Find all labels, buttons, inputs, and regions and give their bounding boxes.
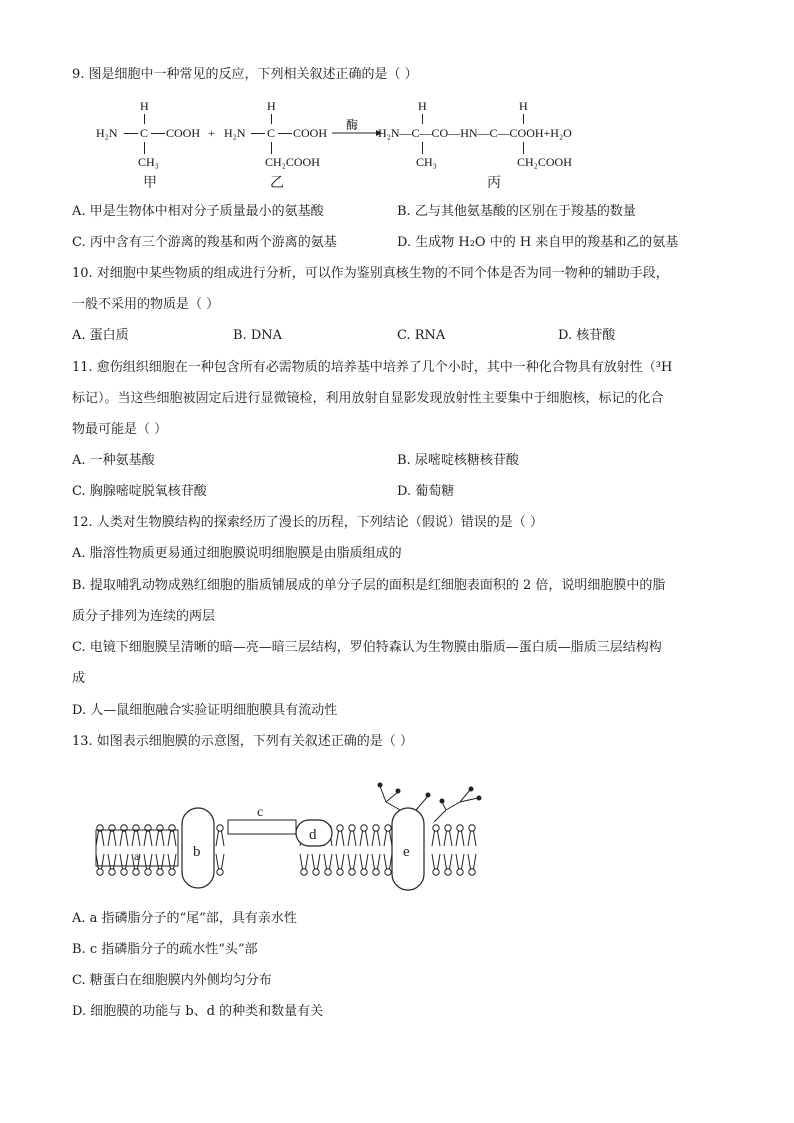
q9-mol2-bond-left: [251, 133, 265, 134]
q9-product-h1: H: [418, 99, 427, 113]
phospholipid-head: [337, 869, 343, 875]
phospholipid-head: [157, 869, 163, 875]
q9-mol2-bond-right: [278, 133, 292, 134]
q9-mol1-bond-top: [144, 114, 145, 124]
phospholipid-head: [349, 869, 355, 875]
phospholipid-head: [349, 825, 355, 831]
q9-option-c: C. 丙中含有三个游离的羧基和两个游离的氨基: [72, 235, 337, 250]
q9-mol1-bond-right: [151, 133, 165, 134]
q9-product-name: 丙: [487, 175, 501, 191]
q12-option-c-line2: 成: [72, 671, 86, 686]
phospholipid-head: [361, 825, 367, 831]
q9-mol1-c: C: [140, 126, 149, 140]
q11-option-c: C. 胸腺嘧啶脱氧核苷酸: [72, 484, 207, 499]
phospholipid-head: [109, 869, 115, 875]
phospholipid-head: [469, 825, 475, 831]
q12-option-b-line1: B. 提取哺乳动物成熟红细胞的脂质铺展成的单分子层的面积是红细胞表面积的 2 倍，说明细胞膜中的脂: [72, 578, 666, 593]
q9-product-formula: H₂N—C—CO—HN—C—COOH+H₂O: [378, 126, 572, 140]
phospholipid-head: [457, 825, 463, 831]
q10-option-a: A. 蛋白质: [72, 328, 129, 343]
q11-option-d: D. 葡萄糖: [397, 484, 455, 499]
q13-option-d: D. 细胞膜的功能与 b、d 的种类和数量有关: [72, 1004, 324, 1019]
q12-stem: 12. 人类对生物膜结构的探索经历了漫长的历程，下列结论（假说）错误的是（ ）: [72, 515, 543, 530]
q9-mol1-bond-bottom: [144, 142, 145, 154]
q11-option-b: B. 尿嘧啶核糖核苷酸: [397, 453, 519, 468]
q12-option-b-line2: 质分子排列为连续的两层: [72, 609, 216, 624]
q9-reaction-arrow: [332, 128, 382, 138]
phospholipid-head: [385, 825, 391, 831]
phospholipid-head: [97, 869, 103, 875]
q9-product-bond-bottom1: [422, 142, 423, 154]
phospholipid-head: [325, 869, 331, 875]
q10-option-b: B. DNA: [233, 328, 283, 343]
phospholipid-head: [373, 825, 379, 831]
q9-mol2-h: H: [267, 99, 276, 113]
label-e: e: [403, 844, 410, 860]
q9-mol2-left: H₂N: [224, 126, 246, 140]
q10-option-c: C. RNA: [397, 328, 446, 343]
label-d: d: [309, 827, 317, 843]
phospholipid-head: [313, 869, 319, 875]
q13-stem: 13. 如图表示细胞膜的示意图，下列有关叙述正确的是（ ）: [72, 734, 413, 749]
label-c: c: [257, 805, 264, 820]
q9-enzyme-label: 酶: [346, 118, 359, 132]
q13-option-c: C. 糖蛋白在细胞膜内外侧均匀分布: [72, 973, 272, 988]
q9-mol2-right: COOH: [293, 126, 328, 140]
region-c-box: [228, 820, 296, 834]
q13-option-b: B. c 指磷脂分子的疏水性“头”部: [72, 942, 258, 957]
q9-stem: 9. 图是细胞中一种常见的反应，下列相关叙述正确的是（ ）: [72, 67, 418, 82]
phospholipid-head: [133, 869, 139, 875]
phospholipid-head: [433, 869, 439, 875]
q9-option-b: B. 乙与其他氨基酸的区别在于羧基的数量: [397, 204, 636, 219]
q11-stem-line2: 标记）。当这些细胞被固定后进行显微镜检，利用放射自显影发现放射性主要集中于细胞核，标记的化合: [72, 391, 664, 406]
label-a: a: [134, 849, 140, 863]
phospholipid-head: [433, 825, 439, 831]
phospholipid-head: [469, 869, 475, 875]
q10-option-d: D. 核苷酸: [558, 328, 616, 343]
q9-mol2-name: 乙: [270, 175, 284, 191]
q9-mol1-right: COOH: [166, 126, 201, 140]
q9-mol2-bond-bottom: [271, 142, 272, 154]
phospholipid-head: [361, 869, 367, 875]
phospholipid-head: [457, 869, 463, 875]
q11-stem-line3: 物最可能是（ ）: [72, 422, 168, 437]
q9-mol1-left: H₂N: [96, 126, 118, 140]
q9-mol1-bond-left: [124, 133, 138, 134]
q9-plus-1: +: [208, 126, 215, 140]
q9-product-bond-top2: [523, 114, 524, 124]
q12-option-a: A. 脂溶性物质更易通过细胞膜说明细胞膜是由脂质组成的: [72, 546, 402, 561]
label-b: b: [193, 844, 201, 860]
q9-mol2-bond-top: [271, 114, 272, 124]
q12-option-d: D. 人—鼠细胞融合实验证明细胞膜具有流动性: [72, 703, 338, 718]
q9-option-a: A. 甲是生物体中相对分子质量最小的氨基酸: [72, 204, 324, 219]
q9-mol2-sub: CH₂COOH: [265, 155, 320, 169]
phospholipid-head: [145, 869, 151, 875]
phospholipid-head: [337, 825, 343, 831]
phospholipid-head: [385, 869, 391, 875]
q11-option-a: A. 一种氨基酸: [72, 453, 155, 468]
phospholipid-head: [445, 869, 451, 875]
q13-option-a: A. a 指磷脂分子的“尾”部，具有亲水性: [72, 911, 297, 926]
phospholipid-head: [217, 825, 223, 831]
q10-stem-line1: 10. 对细胞中某些物质的组成进行分析，可以作为鉴别真核生物的不同个体是否为同一物种的辅助手段，: [72, 266, 669, 281]
q11-stem-line1: 11. 愈伤组织细胞在一种包含所有必需物质的培养基中培养了几个小时，其中一种化合物具有放射性（³H: [72, 360, 673, 375]
q9-mol2-c: C: [267, 126, 276, 140]
q9-mol1-h: H: [140, 99, 149, 113]
phospholipid-head: [373, 869, 379, 875]
phospholipid-head: [121, 869, 127, 875]
q13-membrane-diagram: [90, 776, 510, 896]
phospholipid-head: [445, 825, 451, 831]
q10-stem-line2: 一般不采用的物质是（ ）: [72, 297, 220, 312]
q9-option-d: D. 生成物 H₂O 中的 H 来自甲的羧基和乙的氨基: [397, 235, 679, 250]
q9-product-bond-bottom2: [523, 142, 524, 154]
phospholipid-head: [169, 869, 175, 875]
phospholipid-head: [301, 869, 307, 875]
phospholipid-head: [217, 869, 223, 875]
q9-product-bond-top1: [422, 114, 423, 124]
q9-mol1-name: 甲: [143, 175, 157, 191]
q9-product-h2: H: [519, 99, 528, 113]
q12-option-c-line1: C. 电镜下细胞膜呈清晰的暗—亮—暗三层结构，罗伯特森认为生物膜由脂质—蛋白质—脂质三层结构构: [72, 640, 662, 655]
q9-product-sub1: CH₃: [416, 155, 437, 169]
q9-product-sub2: CH₂COOH: [517, 155, 572, 169]
q9-mol1-sub: CH₃: [138, 155, 159, 169]
